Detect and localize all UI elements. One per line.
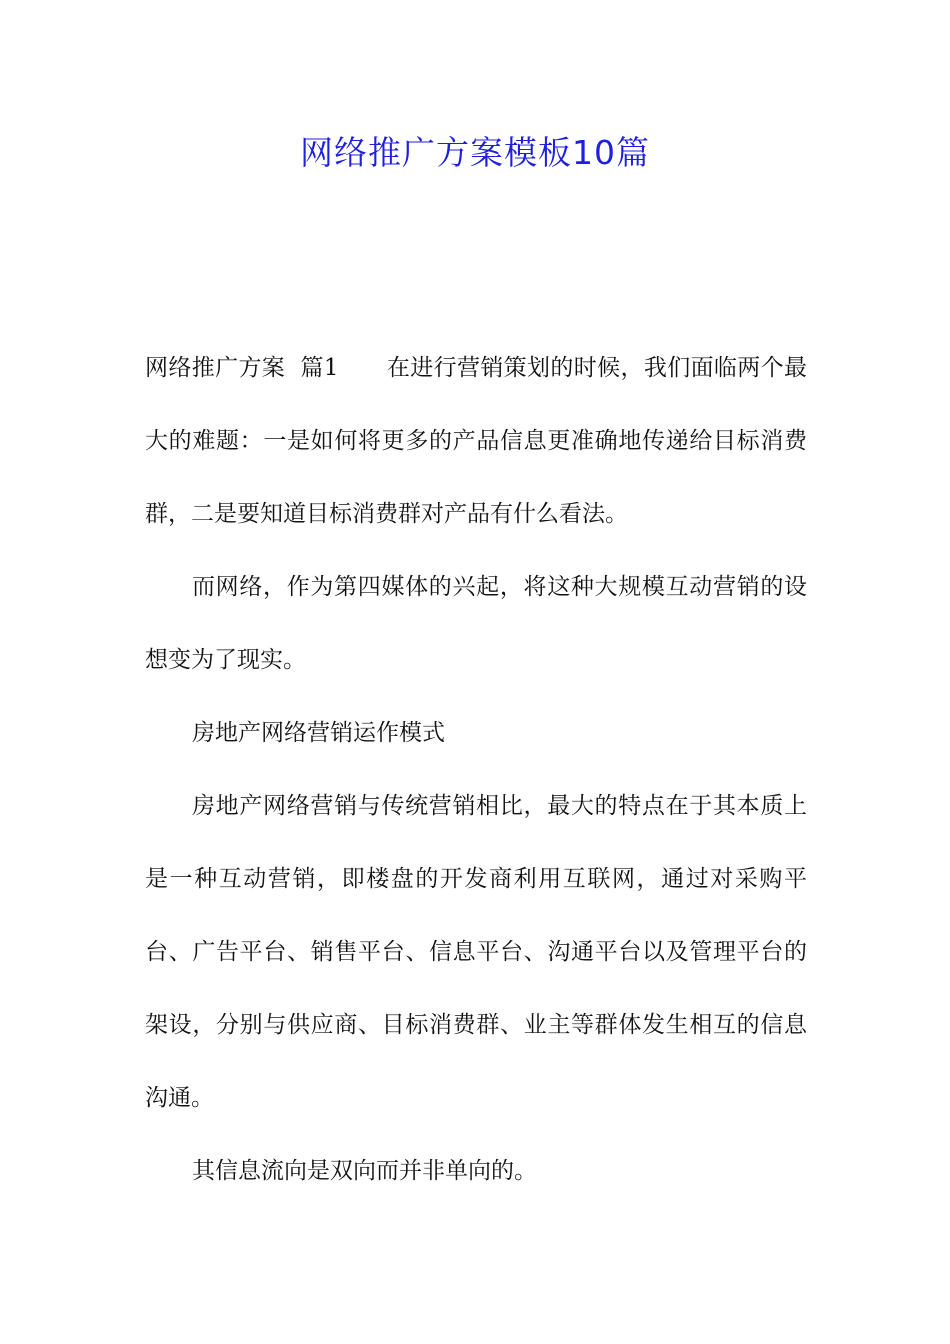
paragraph-5: 其信息流向是双向而并非单向的。 [192,1158,537,1184]
section-heading: 网络推广方案 篇1 [145,355,339,381]
paragraph-4: 房地产网络营销与传统营销相比，最大的特点在于其本质上是一种互动营销，即楼盘的开发商利用互联网，通过对采购平台、广告平台、销售平台、信息平台、沟通平台以及管理平台的架设，分别与供应商、目标消费群、业主等群体发生相互的信息沟通。 [145,793,807,1111]
document-title: 网络推广方案模板10篇 [300,133,650,172]
paragraph-text: 在进行营销策划的时候，我们面临两个最大的难题：一是如何将更多的产品信息更准确地传递给目标消费群，二是要知道目标消费群对产品有什么看法。 [145,355,808,527]
paragraph-3: 房地产网络营销运作模式 [192,720,445,746]
document-body [145,332,807,1208]
paragraph-2: 而网络，作为第四媒体的兴起，将这种大规模互动营销的设想变为了现实。 [145,574,807,673]
paragraph-1 [145,332,807,551]
